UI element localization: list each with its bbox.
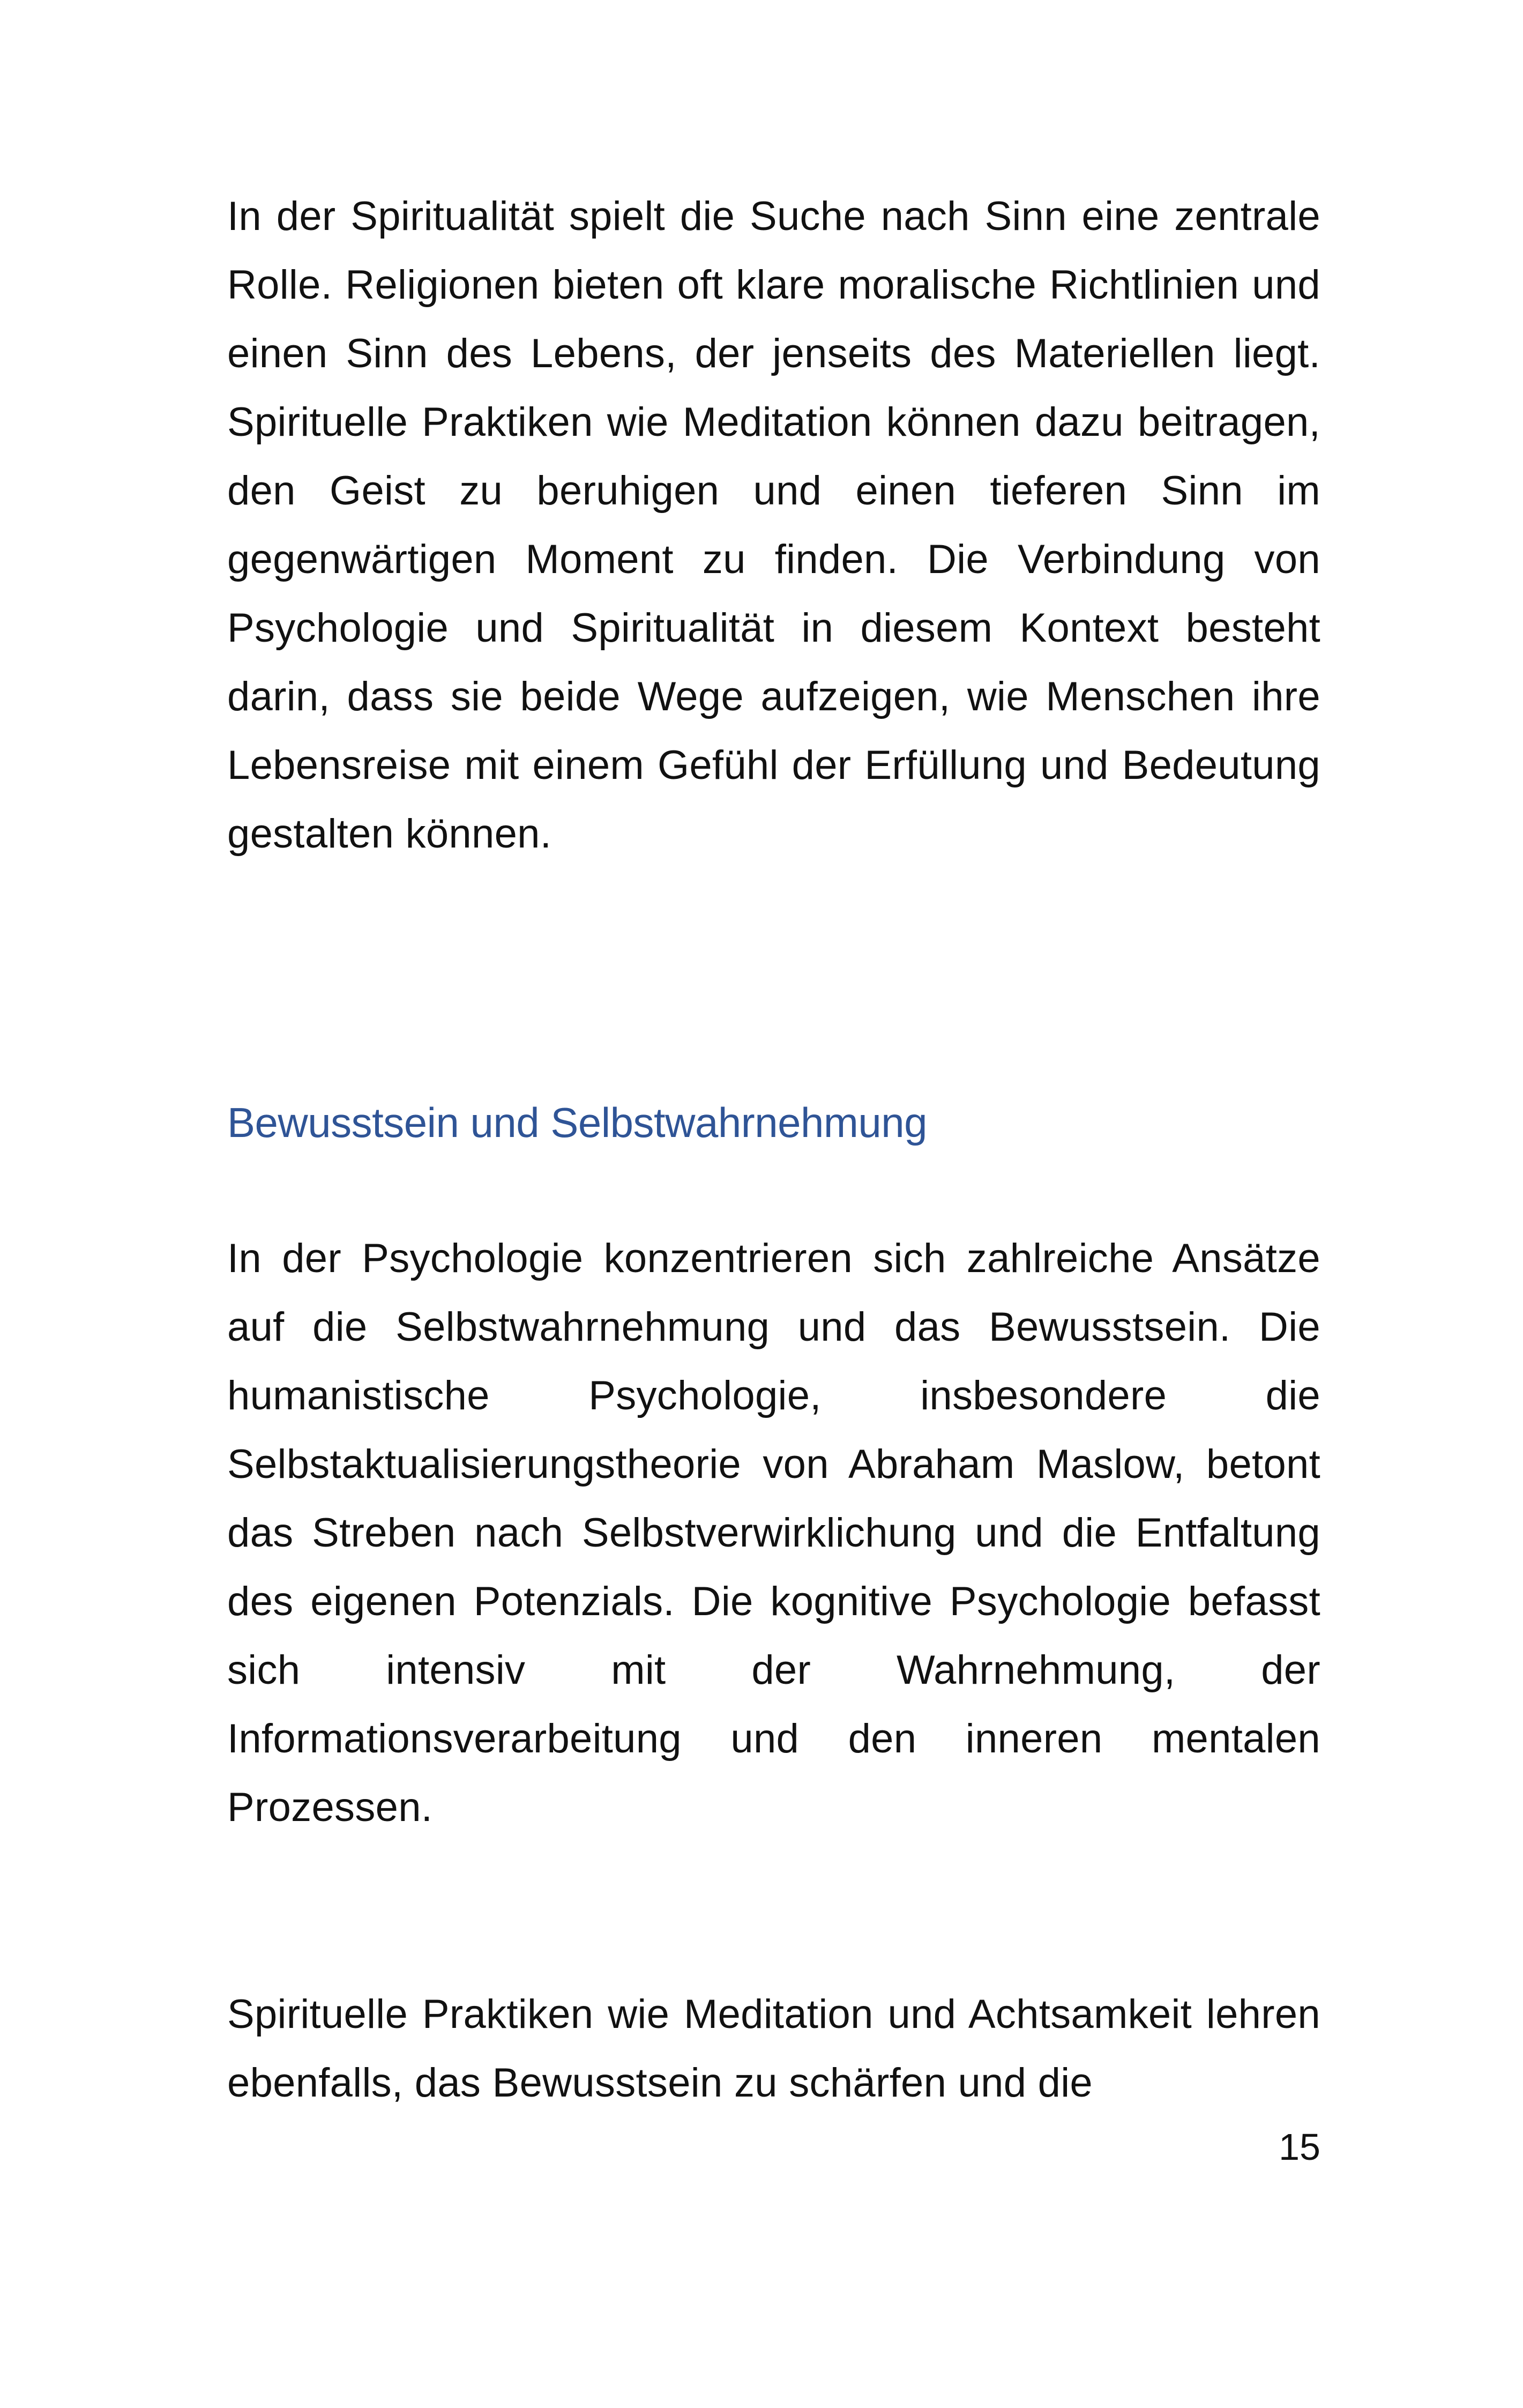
page-number: 15: [1279, 2126, 1320, 2168]
body-paragraph: In der Spiritualität spielt die Suche nach Sinn eine zentrale Rolle. Religionen bieten oft klare moralische Richtlinien und einen Sinn des Lebens, der jenseits des Materiellen liegt. Spirituelle Praktiken wie Meditation können dazu beitragen, den Geist zu beruhigen und einen tieferen Sinn im gegenwärtigen Moment zu finden. Die Verbindung von Psychologie und Spiritualität in diesem Kontext besteht darin, dass sie beide Wege aufzeigen, wie Menschen ihre Lebensreise mit einem Gefühl der Erfüllung und Bedeutung gestalten können.: [227, 194, 1320, 857]
body-paragraph: In der Psychologie konzentrieren sich zahlreiche Ansätze auf die Selbstwahrnehmung und das Bewusstsein. Die humanistische Psychologie, insbesondere die Selbstaktualisierungstheorie von Abraham Maslow, betont das Streben nach Selbstverwirklichung und die Entfaltung des eigenen Potenzials. Die kognitive Psychologie befasst sich intensiv mit der Wahrnehmung, der Informationsverarbeitung und den inneren mentalen Prozessen.: [227, 1236, 1320, 1830]
body-paragraph: Spirituelle Praktiken wie Meditation und Achtsamkeit lehren ebenfalls, das Bewusstsein zu schärfen und die: [227, 1991, 1320, 2106]
section-heading: Bewusstsein und Selbstwahrnehmung: [227, 1099, 927, 1146]
